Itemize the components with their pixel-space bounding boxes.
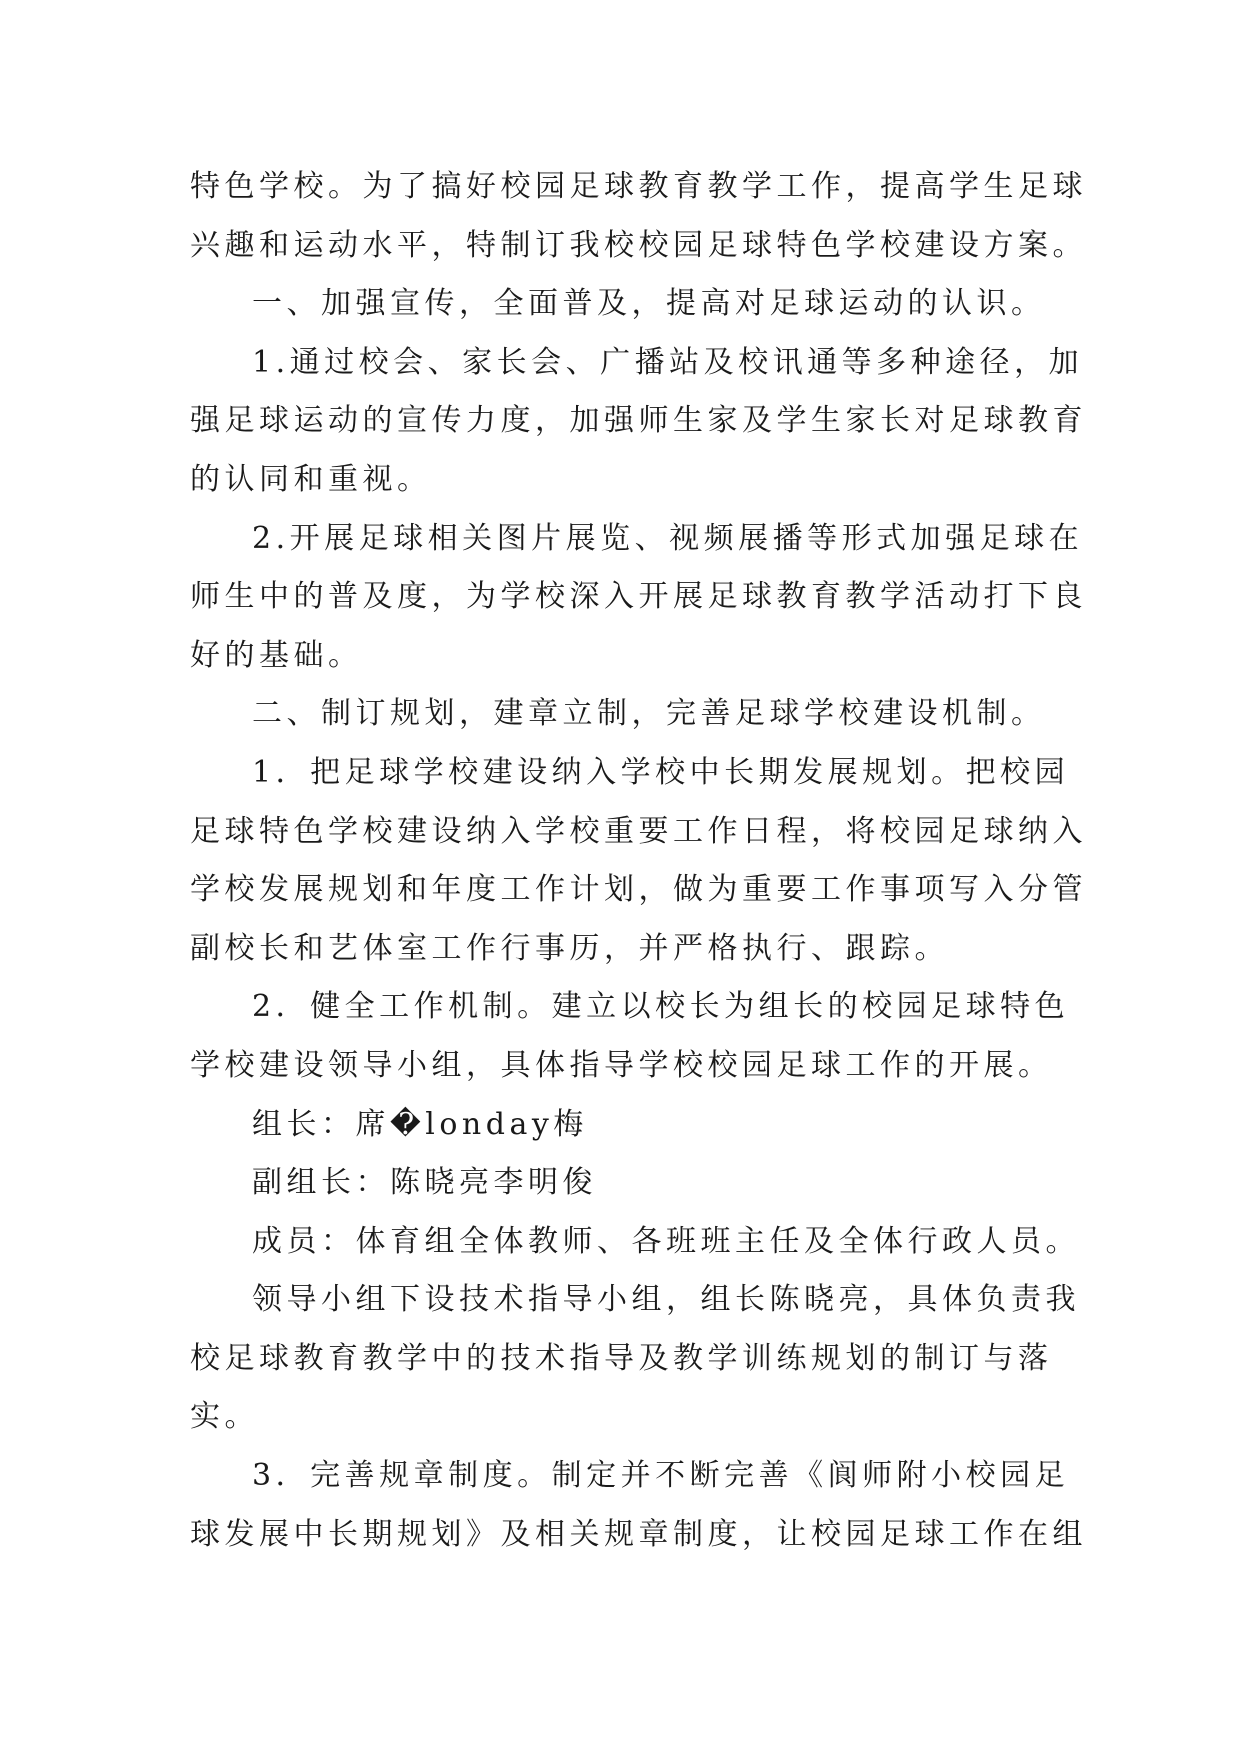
section-heading-1: 一、加强宣传，全面普及，提高对足球运动的认识。 [252, 286, 1046, 322]
text-line: 好的基础。 [190, 637, 363, 673]
document-body [190, 158, 1087, 1564]
text-line: 3．完善规章制度。制定并不断完善《阆师附小校园足 [252, 1458, 1070, 1494]
text-line: 学校建设领导小组，具体指导学校校园足球工作的开展。 [190, 1047, 1053, 1083]
text-line: 2．健全工作机制。建立以校长为组长的校园足球特色 [252, 989, 1070, 1025]
deputy-leader-line: 副组长：陈晓亮李明俊 [252, 1165, 597, 1201]
text-line: 球发展中长期规划》及相关规章制度，让校园足球工作在组 [190, 1516, 1087, 1552]
text-line: 2.开展足球相关图片展览、视频展播等形式加强足球在 [252, 520, 1084, 556]
text-line: 学校发展规划和年度工作计划，做为重要工作事项写入分管 [190, 872, 1087, 908]
text-line: 副校长和艺体室工作行事历，并严格执行、跟踪。 [190, 930, 949, 966]
text-line: 足球特色学校建设纳入学校重要工作日程，将校园足球纳入 [190, 813, 1087, 849]
text-line: 师生中的普及度，为学校深入开展足球教育教学活动打下良 [190, 579, 1087, 615]
text-line: 特色学校。为了搞好校园足球教育教学工作，提高学生足球 [190, 169, 1087, 204]
text-line: 实。 [190, 1399, 259, 1435]
text-line: 1．把足球学校建设纳入学校中长期发展规划。把校园 [252, 754, 1070, 790]
text-line: 校足球教育教学中的技术指导及教学训练规划的制订与落 [190, 1340, 1053, 1376]
text-line: 的认同和重视。 [190, 461, 432, 497]
text-line: 1.通过校会、家长会、广播站及校讯通等多种途径，加 [252, 344, 1084, 380]
section-heading-2: 二、制订规划，建章立制，完善足球学校建设机制。 [252, 696, 1046, 732]
leader-line: 组长：席�londay梅 [252, 1106, 588, 1142]
text-line: 领导小组下设技术指导小组，组长陈晓亮，具体负责我 [252, 1282, 1080, 1318]
text-line: 兴趣和运动水平，特制订我校校园足球特色学校建设方案。 [190, 227, 1087, 263]
text-line: 强足球运动的宣传力度，加强师生家及学生家长对足球教育 [190, 403, 1087, 439]
members-line: 成员：体育组全体教师、各班班主任及全体行政人员。 [252, 1223, 1080, 1259]
